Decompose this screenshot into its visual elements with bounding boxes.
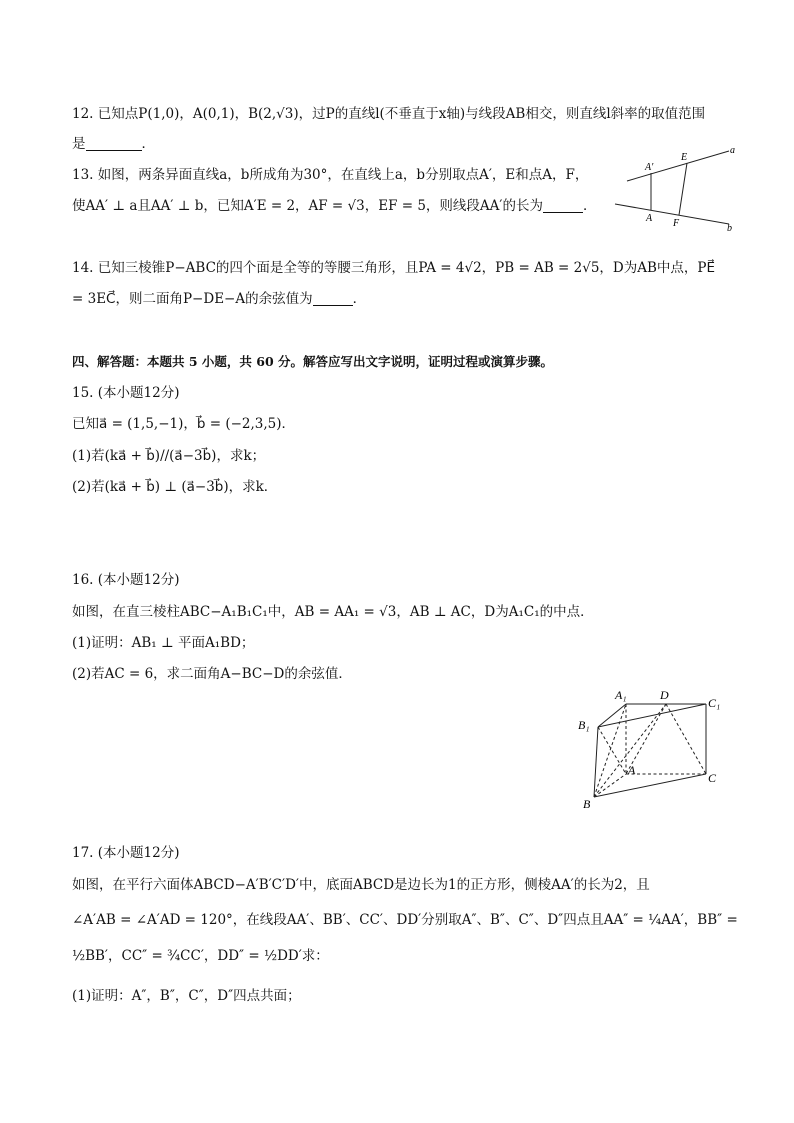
label-B1: B₁ — [578, 718, 590, 732]
label-F: F — [673, 218, 680, 229]
label-D: D — [660, 688, 669, 702]
q16-part1: (1)证明：AB₁ ⊥ 平面A₁BD； — [72, 635, 255, 651]
q14-answer-blank[interactable] — [313, 291, 353, 306]
q16-line1: 如图，在直三棱柱ABC−A₁B₁C₁中，AB = AA₁ = √3，AB ⊥ AC，D为A₁C₁的中点． — [72, 604, 594, 620]
q12-line1: 12. 已知点P(1,0)，A(0,1)，B(2,√3)，过P的直线l(不垂直于x轴)与线段AB相交，则直线l斜率的取值范围 — [72, 106, 706, 122]
label-A1: A₁ — [615, 688, 627, 702]
q12-line2 — [72, 134, 155, 154]
q17-line1: 如图，在平行六面体ABCD−A′B′C′D′中，底面ABCD是边长为1的正方形，侧棱AA′的长为2，且 — [72, 877, 650, 893]
q14-text: = 3EC⃗，则二面角P−DE−A的余弦值为 — [72, 291, 313, 307]
segment-EF — [679, 163, 687, 215]
q12-period: ． — [141, 136, 155, 152]
label-B: B — [583, 797, 591, 811]
label-A: A — [646, 213, 653, 224]
skew-lines-figure — [605, 140, 745, 235]
q17-part1: (1)证明：A″，B″，C″，D″四点共面； — [72, 988, 301, 1004]
label-C1: C₁ — [708, 696, 721, 710]
q12-prefix: 是 — [72, 136, 86, 152]
edge-BC — [594, 774, 706, 797]
q15-part1: (1)若(ka⃗ + b⃗)//(a⃗−3b⃗)，求k； — [72, 448, 266, 464]
q16-part2: (2)若AC = 6，求二面角A−BC−D的余弦值． — [72, 666, 352, 682]
q15-header: 15. (本小题12分) — [72, 385, 180, 401]
q14-period: ． — [352, 291, 367, 307]
q17-line3: ½BB′，CC″ = ¾CC′，DD″ = ½DD′求： — [72, 948, 329, 964]
label-C: C — [708, 771, 717, 785]
q13-line1: 13. 如图，两条异面直线a，b所成角为30°，在直线上a，b分别取点A′，E和点A，F， — [72, 167, 589, 183]
q14-line2 — [72, 289, 366, 309]
q12-answer-blank[interactable] — [86, 136, 142, 151]
line-a — [627, 151, 729, 181]
segment-DC — [666, 704, 706, 774]
q13-answer-blank[interactable] — [543, 198, 583, 213]
segment-B1A — [598, 727, 626, 774]
line-b — [615, 204, 729, 224]
label-E: E — [681, 152, 688, 163]
label-a: a — [730, 145, 735, 156]
q13-period: ． — [583, 198, 597, 214]
q13-text: 使AA′ ⊥ a且AA′ ⊥ b，已知A′E = 2，AF = √3，EF = 5，则线段AA′的长为 — [72, 198, 543, 214]
q15-part2: (2)若(ka⃗ + b⃗) ⊥ (a⃗−3b⃗)，求k． — [72, 479, 278, 495]
segment-BA1 — [594, 704, 626, 797]
label-b: b — [727, 223, 732, 234]
section-4-header: 四、解答题：本题共 5 小题，共 60 分。解答应写出文字说明，证明过程或演算步骤。 — [72, 354, 554, 369]
q13-line2 — [72, 196, 597, 216]
prism-figure — [574, 682, 724, 814]
segment-BD — [594, 704, 666, 797]
q14-line1: 14. 已知三棱锥P−ABC的四个面是全等的等腰三角形，且PA = 4√2，PB = AB = 2√5，D为AB中点，PE⃗ — [72, 260, 716, 276]
label-A: A — [628, 763, 636, 777]
q16-header: 16. (本小题12分) — [72, 572, 180, 588]
q15-line1: 已知a⃗ = (1,5,−1)，b⃗ = (−2,3,5)． — [72, 416, 296, 432]
q17-header: 17. (本小题12分) — [72, 845, 180, 861]
q17-line2: ∠A′AB = ∠A′AD = 120°，在线段AA′、BB′、CC′、DD′分别取A″、B″、C″、D″四点且AA″ = ¼AA′，BB″ = — [72, 912, 738, 928]
label-A1: A′ — [645, 162, 654, 173]
edge-B1C1 — [598, 704, 706, 727]
